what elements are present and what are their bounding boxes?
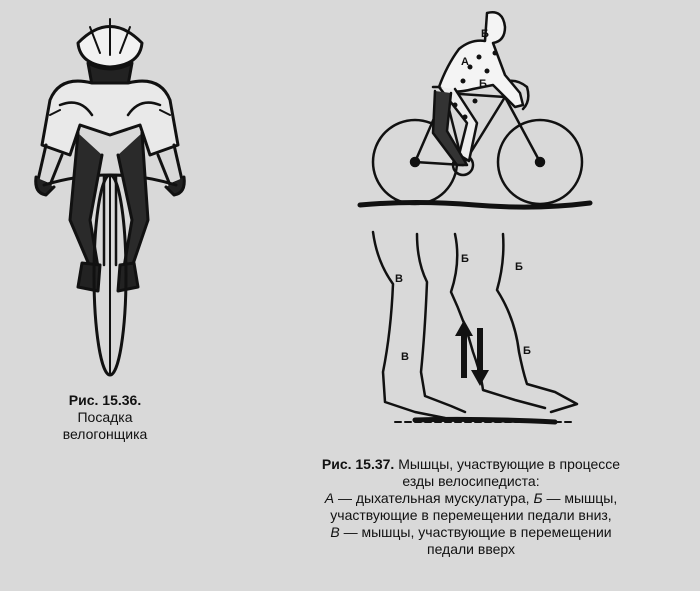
figure-15-37-title-line-2: езды велосипедиста: (402, 473, 540, 489)
figure-15-37-caption (256, 456, 686, 558)
figure-15-37-title: Мышцы, участвующие в процессе (398, 456, 621, 472)
legend-b-letter: Б (533, 490, 543, 506)
legs-pedal-muscles-illustration (355, 222, 595, 434)
leg-label-v-bottom: В (401, 351, 409, 363)
figure-15-36-caption (10, 392, 200, 443)
leg-label-b-3: Б (523, 345, 531, 357)
torso-label-b: Б (479, 78, 487, 90)
figure-15-37-number: Рис. 15.37. (321, 456, 395, 472)
figure-15-36-caption-line-1: Посадка (77, 409, 133, 425)
legend-c-text: — мышцы, участвующие в перемещении (339, 524, 612, 540)
leg-label-v-top: В (395, 273, 403, 285)
torso-label-a: А (461, 56, 469, 68)
figure-15-36-caption-line-2: велогонщика (62, 426, 148, 442)
legend-a-letter: А (324, 490, 335, 506)
legend-line-4: педали вверх (426, 541, 516, 557)
legend-c-letter: В (330, 524, 340, 540)
figure-15-36-number: Рис. 15.36. (68, 392, 142, 408)
cyclist-side-muscles-illustration (355, 5, 595, 215)
torso-label-b-top: Б (481, 28, 489, 40)
cyclist-front-illustration (20, 5, 200, 385)
legend-a-text: — дыхательная мускулатура, (334, 490, 534, 506)
legend-b-text: — мышцы, (542, 490, 618, 506)
leg-label-b-2: Б (515, 261, 523, 273)
leg-label-b-1: Б (461, 253, 469, 265)
legend-line-2: участвующие в перемещении педали вниз, (330, 507, 612, 523)
